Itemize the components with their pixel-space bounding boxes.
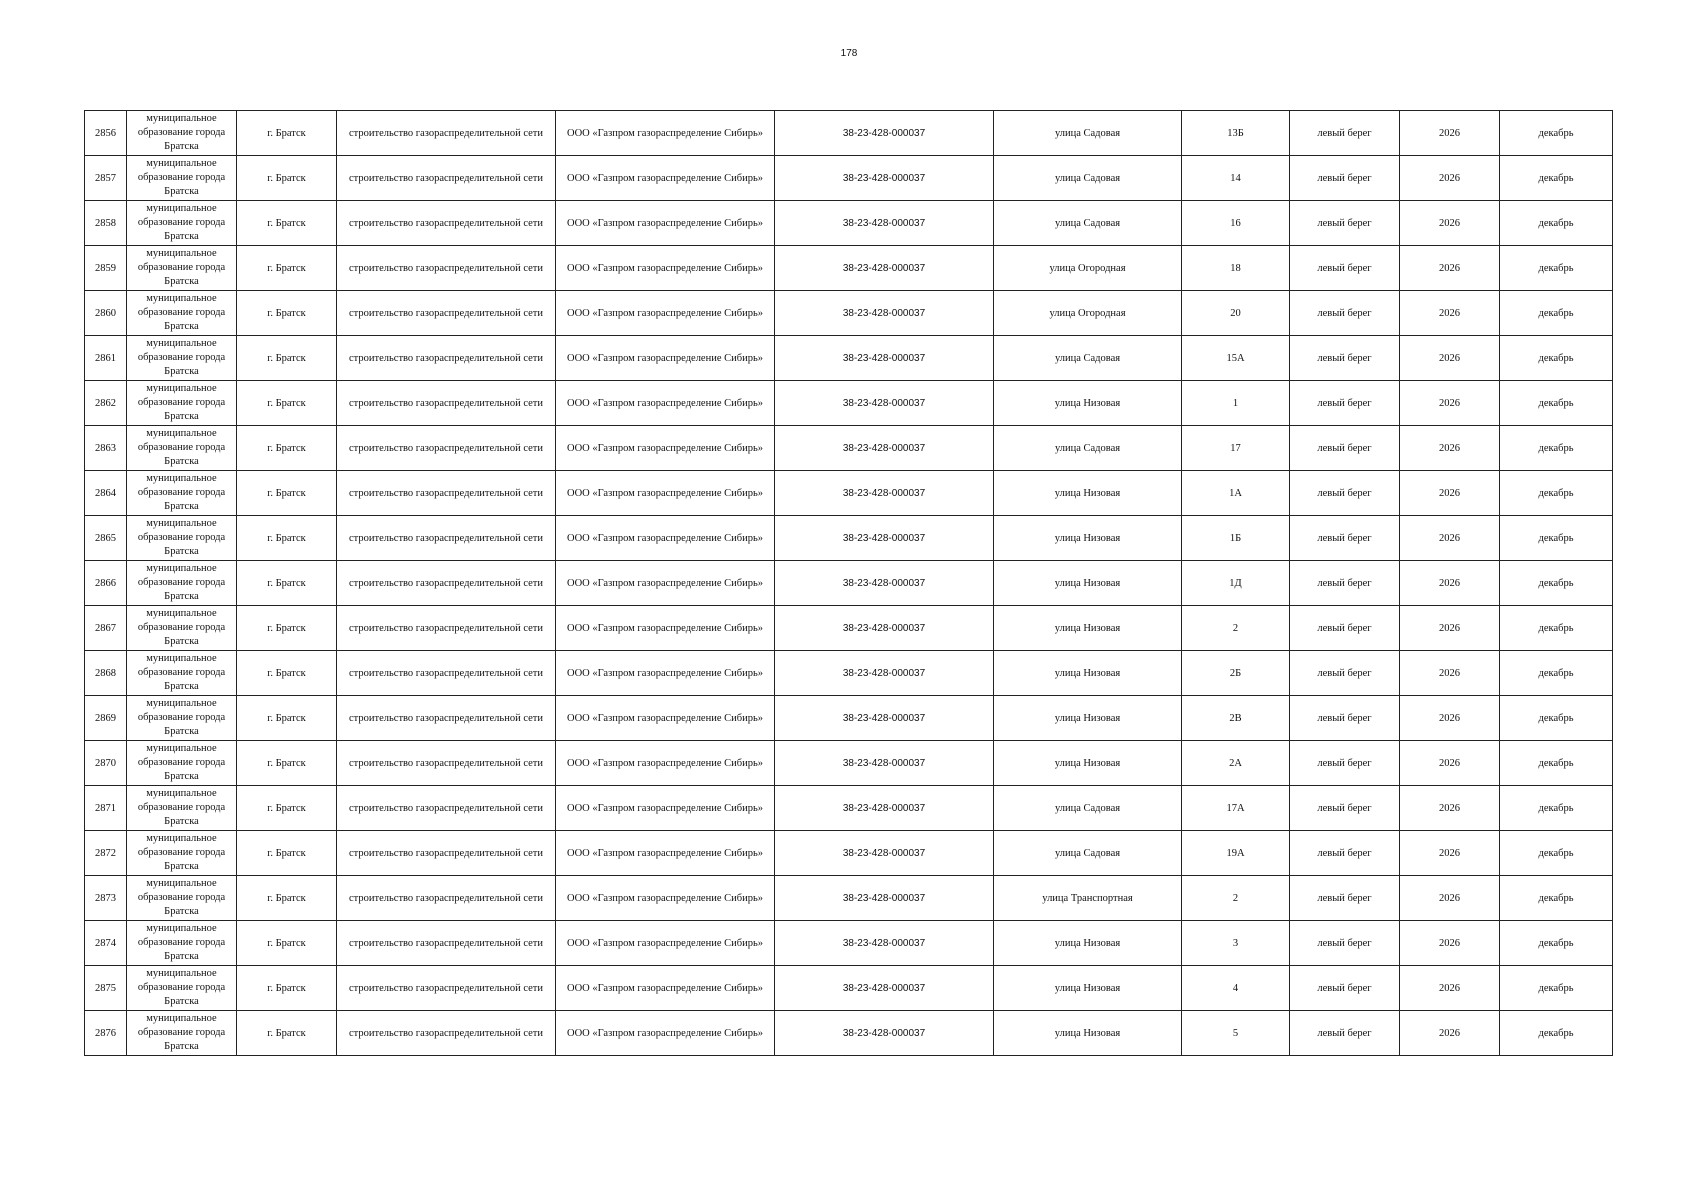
row-number-cell: 2859: [85, 246, 127, 291]
municipality-cell: муниципальное образование города Братска: [127, 336, 237, 381]
object-code-cell: 38-23-428-000037: [775, 426, 994, 471]
year-cell: 2026: [1400, 966, 1500, 1011]
bank-side-cell: левый берег: [1290, 156, 1400, 201]
year-cell: 2026: [1400, 921, 1500, 966]
object-code-cell: 38-23-428-000037: [775, 1011, 994, 1056]
table-row: [85, 246, 1613, 291]
year-cell: 2026: [1400, 111, 1500, 156]
work-type-cell: строительство газораспределительной сети: [337, 426, 556, 471]
month-cell: декабрь: [1500, 1011, 1613, 1056]
house-number-cell: 4: [1182, 966, 1290, 1011]
month-cell: декабрь: [1500, 561, 1613, 606]
work-type-cell: строительство газораспределительной сети: [337, 786, 556, 831]
row-number-cell: 2862: [85, 381, 127, 426]
municipality-cell: муниципальное образование города Братска: [127, 111, 237, 156]
object-code-cell: 38-23-428-000037: [775, 696, 994, 741]
organization-cell: ООО «Газпром газораспределение Сибирь»: [556, 696, 775, 741]
organization-cell: ООО «Газпром газораспределение Сибирь»: [556, 606, 775, 651]
work-type-cell: строительство газораспределительной сети: [337, 111, 556, 156]
city-cell: г. Братск: [237, 561, 337, 606]
year-cell: 2026: [1400, 201, 1500, 246]
municipality-cell: муниципальное образование города Братска: [127, 561, 237, 606]
work-type-cell: строительство газораспределительной сети: [337, 696, 556, 741]
object-code-cell: 38-23-428-000037: [775, 561, 994, 606]
bank-side-cell: левый берег: [1290, 336, 1400, 381]
table-row: [85, 831, 1613, 876]
bank-side-cell: левый берег: [1290, 201, 1400, 246]
house-number-cell: 17: [1182, 426, 1290, 471]
work-type-cell: строительство газораспределительной сети: [337, 336, 556, 381]
row-number-cell: 2873: [85, 876, 127, 921]
city-cell: г. Братск: [237, 426, 337, 471]
house-number-cell: 17А: [1182, 786, 1290, 831]
table-body: [85, 111, 1613, 1056]
year-cell: 2026: [1400, 426, 1500, 471]
house-number-cell: 1А: [1182, 471, 1290, 516]
organization-cell: ООО «Газпром газораспределение Сибирь»: [556, 426, 775, 471]
street-cell: улица Садовая: [994, 786, 1182, 831]
street-cell: улица Низовая: [994, 561, 1182, 606]
street-cell: улица Низовая: [994, 741, 1182, 786]
table-row: [85, 156, 1613, 201]
bank-side-cell: левый берег: [1290, 381, 1400, 426]
house-number-cell: 2: [1182, 606, 1290, 651]
organization-cell: ООО «Газпром газораспределение Сибирь»: [556, 156, 775, 201]
work-type-cell: строительство газораспределительной сети: [337, 876, 556, 921]
month-cell: декабрь: [1500, 966, 1613, 1011]
house-number-cell: 2Б: [1182, 651, 1290, 696]
year-cell: 2026: [1400, 696, 1500, 741]
year-cell: 2026: [1400, 291, 1500, 336]
municipality-cell: муниципальное образование города Братска: [127, 156, 237, 201]
month-cell: декабрь: [1500, 876, 1613, 921]
street-cell: улица Садовая: [994, 831, 1182, 876]
work-type-cell: строительство газораспределительной сети: [337, 606, 556, 651]
bank-side-cell: левый берег: [1290, 651, 1400, 696]
house-number-cell: 1: [1182, 381, 1290, 426]
municipality-cell: муниципальное образование города Братска: [127, 291, 237, 336]
table-row: [85, 606, 1613, 651]
organization-cell: ООО «Газпром газораспределение Сибирь»: [556, 201, 775, 246]
row-number-cell: 2857: [85, 156, 127, 201]
year-cell: 2026: [1400, 651, 1500, 696]
house-number-cell: 5: [1182, 1011, 1290, 1056]
month-cell: декабрь: [1500, 291, 1613, 336]
city-cell: г. Братск: [237, 111, 337, 156]
work-type-cell: строительство газораспределительной сети: [337, 831, 556, 876]
bank-side-cell: левый берег: [1290, 111, 1400, 156]
month-cell: декабрь: [1500, 336, 1613, 381]
bank-side-cell: левый берег: [1290, 876, 1400, 921]
house-number-cell: 2В: [1182, 696, 1290, 741]
row-number-cell: 2876: [85, 1011, 127, 1056]
house-number-cell: 1Д: [1182, 561, 1290, 606]
month-cell: декабрь: [1500, 741, 1613, 786]
object-code-cell: 38-23-428-000037: [775, 516, 994, 561]
table-row: [85, 741, 1613, 786]
municipality-cell: муниципальное образование города Братска: [127, 966, 237, 1011]
bank-side-cell: левый берег: [1290, 966, 1400, 1011]
bank-side-cell: левый берег: [1290, 561, 1400, 606]
municipality-cell: муниципальное образование города Братска: [127, 876, 237, 921]
year-cell: 2026: [1400, 741, 1500, 786]
street-cell: улица Садовая: [994, 201, 1182, 246]
street-cell: улица Низовая: [994, 921, 1182, 966]
year-cell: 2026: [1400, 1011, 1500, 1056]
street-cell: улица Садовая: [994, 111, 1182, 156]
work-type-cell: строительство газораспределительной сети: [337, 966, 556, 1011]
work-type-cell: строительство газораспределительной сети: [337, 291, 556, 336]
work-type-cell: строительство газораспределительной сети: [337, 201, 556, 246]
row-number-cell: 2871: [85, 786, 127, 831]
object-code-cell: 38-23-428-000037: [775, 786, 994, 831]
house-number-cell: 15А: [1182, 336, 1290, 381]
city-cell: г. Братск: [237, 156, 337, 201]
table-row: [85, 516, 1613, 561]
year-cell: 2026: [1400, 561, 1500, 606]
page-number: 178: [840, 48, 858, 59]
city-cell: г. Братск: [237, 246, 337, 291]
municipality-cell: муниципальное образование города Братска: [127, 831, 237, 876]
city-cell: г. Братск: [237, 516, 337, 561]
municipality-cell: муниципальное образование города Братска: [127, 201, 237, 246]
month-cell: декабрь: [1500, 471, 1613, 516]
street-cell: улица Низовая: [994, 651, 1182, 696]
municipality-cell: муниципальное образование города Братска: [127, 1011, 237, 1056]
year-cell: 2026: [1400, 471, 1500, 516]
work-type-cell: строительство газораспределительной сети: [337, 921, 556, 966]
bank-side-cell: левый берег: [1290, 516, 1400, 561]
street-cell: улица Низовая: [994, 516, 1182, 561]
house-number-cell: 3: [1182, 921, 1290, 966]
work-type-cell: строительство газораспределительной сети: [337, 741, 556, 786]
organization-cell: ООО «Газпром газораспределение Сибирь»: [556, 291, 775, 336]
table-row: [85, 201, 1613, 246]
organization-cell: ООО «Газпром газораспределение Сибирь»: [556, 651, 775, 696]
bank-side-cell: левый берег: [1290, 1011, 1400, 1056]
object-code-cell: 38-23-428-000037: [775, 291, 994, 336]
organization-cell: ООО «Газпром газораспределение Сибирь»: [556, 876, 775, 921]
object-code-cell: 38-23-428-000037: [775, 741, 994, 786]
bank-side-cell: левый берег: [1290, 786, 1400, 831]
registry-table: [84, 110, 1613, 1056]
row-number-cell: 2875: [85, 966, 127, 1011]
house-number-cell: 2: [1182, 876, 1290, 921]
organization-cell: ООО «Газпром газораспределение Сибирь»: [556, 786, 775, 831]
month-cell: декабрь: [1500, 786, 1613, 831]
work-type-cell: строительство газораспределительной сети: [337, 381, 556, 426]
house-number-cell: 14: [1182, 156, 1290, 201]
row-number-cell: 2865: [85, 516, 127, 561]
row-number-cell: 2856: [85, 111, 127, 156]
work-type-cell: строительство газораспределительной сети: [337, 651, 556, 696]
year-cell: 2026: [1400, 381, 1500, 426]
city-cell: г. Братск: [237, 786, 337, 831]
street-cell: улица Низовая: [994, 606, 1182, 651]
house-number-cell: 2А: [1182, 741, 1290, 786]
street-cell: улица Огородная: [994, 246, 1182, 291]
city-cell: г. Братск: [237, 876, 337, 921]
organization-cell: ООО «Газпром газораспределение Сибирь»: [556, 1011, 775, 1056]
work-type-cell: строительство газораспределительной сети: [337, 516, 556, 561]
city-cell: г. Братск: [237, 966, 337, 1011]
work-type-cell: строительство газораспределительной сети: [337, 471, 556, 516]
bank-side-cell: левый берег: [1290, 606, 1400, 651]
street-cell: улица Садовая: [994, 336, 1182, 381]
city-cell: г. Братск: [237, 381, 337, 426]
street-cell: улица Транспортная: [994, 876, 1182, 921]
house-number-cell: 13Б: [1182, 111, 1290, 156]
street-cell: улица Низовая: [994, 471, 1182, 516]
table-row: [85, 471, 1613, 516]
organization-cell: ООО «Газпром газораспределение Сибирь»: [556, 471, 775, 516]
year-cell: 2026: [1400, 336, 1500, 381]
year-cell: 2026: [1400, 516, 1500, 561]
month-cell: декабрь: [1500, 426, 1613, 471]
year-cell: 2026: [1400, 156, 1500, 201]
organization-cell: ООО «Газпром газораспределение Сибирь»: [556, 831, 775, 876]
object-code-cell: 38-23-428-000037: [775, 921, 994, 966]
month-cell: декабрь: [1500, 651, 1613, 696]
object-code-cell: 38-23-428-000037: [775, 651, 994, 696]
street-cell: улица Садовая: [994, 156, 1182, 201]
house-number-cell: 18: [1182, 246, 1290, 291]
month-cell: декабрь: [1500, 516, 1613, 561]
street-cell: улица Низовая: [994, 966, 1182, 1011]
municipality-cell: муниципальное образование города Братска: [127, 651, 237, 696]
municipality-cell: муниципальное образование города Братска: [127, 426, 237, 471]
city-cell: г. Братск: [237, 831, 337, 876]
object-code-cell: 38-23-428-000037: [775, 381, 994, 426]
row-number-cell: 2864: [85, 471, 127, 516]
street-cell: улица Низовая: [994, 1011, 1182, 1056]
organization-cell: ООО «Газпром газораспределение Сибирь»: [556, 741, 775, 786]
row-number-cell: 2866: [85, 561, 127, 606]
work-type-cell: строительство газораспределительной сети: [337, 1011, 556, 1056]
month-cell: декабрь: [1500, 831, 1613, 876]
table-row: [85, 336, 1613, 381]
table-row: [85, 426, 1613, 471]
object-code-cell: 38-23-428-000037: [775, 246, 994, 291]
organization-cell: ООО «Газпром газораспределение Сибирь»: [556, 381, 775, 426]
table-row: [85, 381, 1613, 426]
city-cell: г. Братск: [237, 1011, 337, 1056]
city-cell: г. Братск: [237, 741, 337, 786]
table-row: [85, 966, 1613, 1011]
bank-side-cell: левый берег: [1290, 471, 1400, 516]
city-cell: г. Братск: [237, 606, 337, 651]
month-cell: декабрь: [1500, 606, 1613, 651]
municipality-cell: муниципальное образование города Братска: [127, 786, 237, 831]
organization-cell: ООО «Газпром газораспределение Сибирь»: [556, 111, 775, 156]
object-code-cell: 38-23-428-000037: [775, 156, 994, 201]
bank-side-cell: левый берег: [1290, 291, 1400, 336]
organization-cell: ООО «Газпром газораспределение Сибирь»: [556, 246, 775, 291]
city-cell: г. Братск: [237, 291, 337, 336]
object-code-cell: 38-23-428-000037: [775, 111, 994, 156]
table-row: [85, 876, 1613, 921]
house-number-cell: 16: [1182, 201, 1290, 246]
object-code-cell: 38-23-428-000037: [775, 471, 994, 516]
month-cell: декабрь: [1500, 921, 1613, 966]
row-number-cell: 2867: [85, 606, 127, 651]
street-cell: улица Низовая: [994, 696, 1182, 741]
house-number-cell: 20: [1182, 291, 1290, 336]
street-cell: улица Садовая: [994, 426, 1182, 471]
object-code-cell: 38-23-428-000037: [775, 876, 994, 921]
organization-cell: ООО «Газпром газораспределение Сибирь»: [556, 966, 775, 1011]
municipality-cell: муниципальное образование города Братска: [127, 606, 237, 651]
street-cell: улица Низовая: [994, 381, 1182, 426]
municipality-cell: муниципальное образование города Братска: [127, 741, 237, 786]
row-number-cell: 2874: [85, 921, 127, 966]
city-cell: г. Братск: [237, 336, 337, 381]
municipality-cell: муниципальное образование города Братска: [127, 471, 237, 516]
work-type-cell: строительство газораспределительной сети: [337, 561, 556, 606]
row-number-cell: 2863: [85, 426, 127, 471]
city-cell: г. Братск: [237, 201, 337, 246]
object-code-cell: 38-23-428-000037: [775, 201, 994, 246]
bank-side-cell: левый берег: [1290, 741, 1400, 786]
bank-side-cell: левый берег: [1290, 831, 1400, 876]
bank-side-cell: левый берег: [1290, 921, 1400, 966]
year-cell: 2026: [1400, 606, 1500, 651]
year-cell: 2026: [1400, 786, 1500, 831]
bank-side-cell: левый берег: [1290, 696, 1400, 741]
municipality-cell: муниципальное образование города Братска: [127, 696, 237, 741]
municipality-cell: муниципальное образование города Братска: [127, 921, 237, 966]
table-row: [85, 921, 1613, 966]
month-cell: декабрь: [1500, 246, 1613, 291]
year-cell: 2026: [1400, 831, 1500, 876]
row-number-cell: 2872: [85, 831, 127, 876]
month-cell: декабрь: [1500, 156, 1613, 201]
month-cell: декабрь: [1500, 696, 1613, 741]
work-type-cell: строительство газораспределительной сети: [337, 246, 556, 291]
street-cell: улица Огородная: [994, 291, 1182, 336]
row-number-cell: 2860: [85, 291, 127, 336]
city-cell: г. Братск: [237, 921, 337, 966]
row-number-cell: 2869: [85, 696, 127, 741]
row-number-cell: 2870: [85, 741, 127, 786]
organization-cell: ООО «Газпром газораспределение Сибирь»: [556, 516, 775, 561]
table-row: [85, 111, 1613, 156]
object-code-cell: 38-23-428-000037: [775, 606, 994, 651]
table-row: [85, 786, 1613, 831]
object-code-cell: 38-23-428-000037: [775, 336, 994, 381]
row-number-cell: 2858: [85, 201, 127, 246]
table-row: [85, 561, 1613, 606]
city-cell: г. Братск: [237, 651, 337, 696]
municipality-cell: муниципальное образование города Братска: [127, 246, 237, 291]
row-number-cell: 2868: [85, 651, 127, 696]
object-code-cell: 38-23-428-000037: [775, 966, 994, 1011]
bank-side-cell: левый берег: [1290, 246, 1400, 291]
municipality-cell: муниципальное образование города Братска: [127, 381, 237, 426]
work-type-cell: строительство газораспределительной сети: [337, 156, 556, 201]
organization-cell: ООО «Газпром газораспределение Сибирь»: [556, 561, 775, 606]
city-cell: г. Братск: [237, 471, 337, 516]
year-cell: 2026: [1400, 876, 1500, 921]
month-cell: декабрь: [1500, 381, 1613, 426]
organization-cell: ООО «Газпром газораспределение Сибирь»: [556, 921, 775, 966]
house-number-cell: 1Б: [1182, 516, 1290, 561]
table-row: [85, 696, 1613, 741]
house-number-cell: 19А: [1182, 831, 1290, 876]
municipality-cell: муниципальное образование города Братска: [127, 516, 237, 561]
month-cell: декабрь: [1500, 201, 1613, 246]
row-number-cell: 2861: [85, 336, 127, 381]
city-cell: г. Братск: [237, 696, 337, 741]
table-row: [85, 651, 1613, 696]
year-cell: 2026: [1400, 246, 1500, 291]
table-row: [85, 1011, 1613, 1056]
table-row: [85, 291, 1613, 336]
object-code-cell: 38-23-428-000037: [775, 831, 994, 876]
bank-side-cell: левый берег: [1290, 426, 1400, 471]
month-cell: декабрь: [1500, 111, 1613, 156]
organization-cell: ООО «Газпром газораспределение Сибирь»: [556, 336, 775, 381]
